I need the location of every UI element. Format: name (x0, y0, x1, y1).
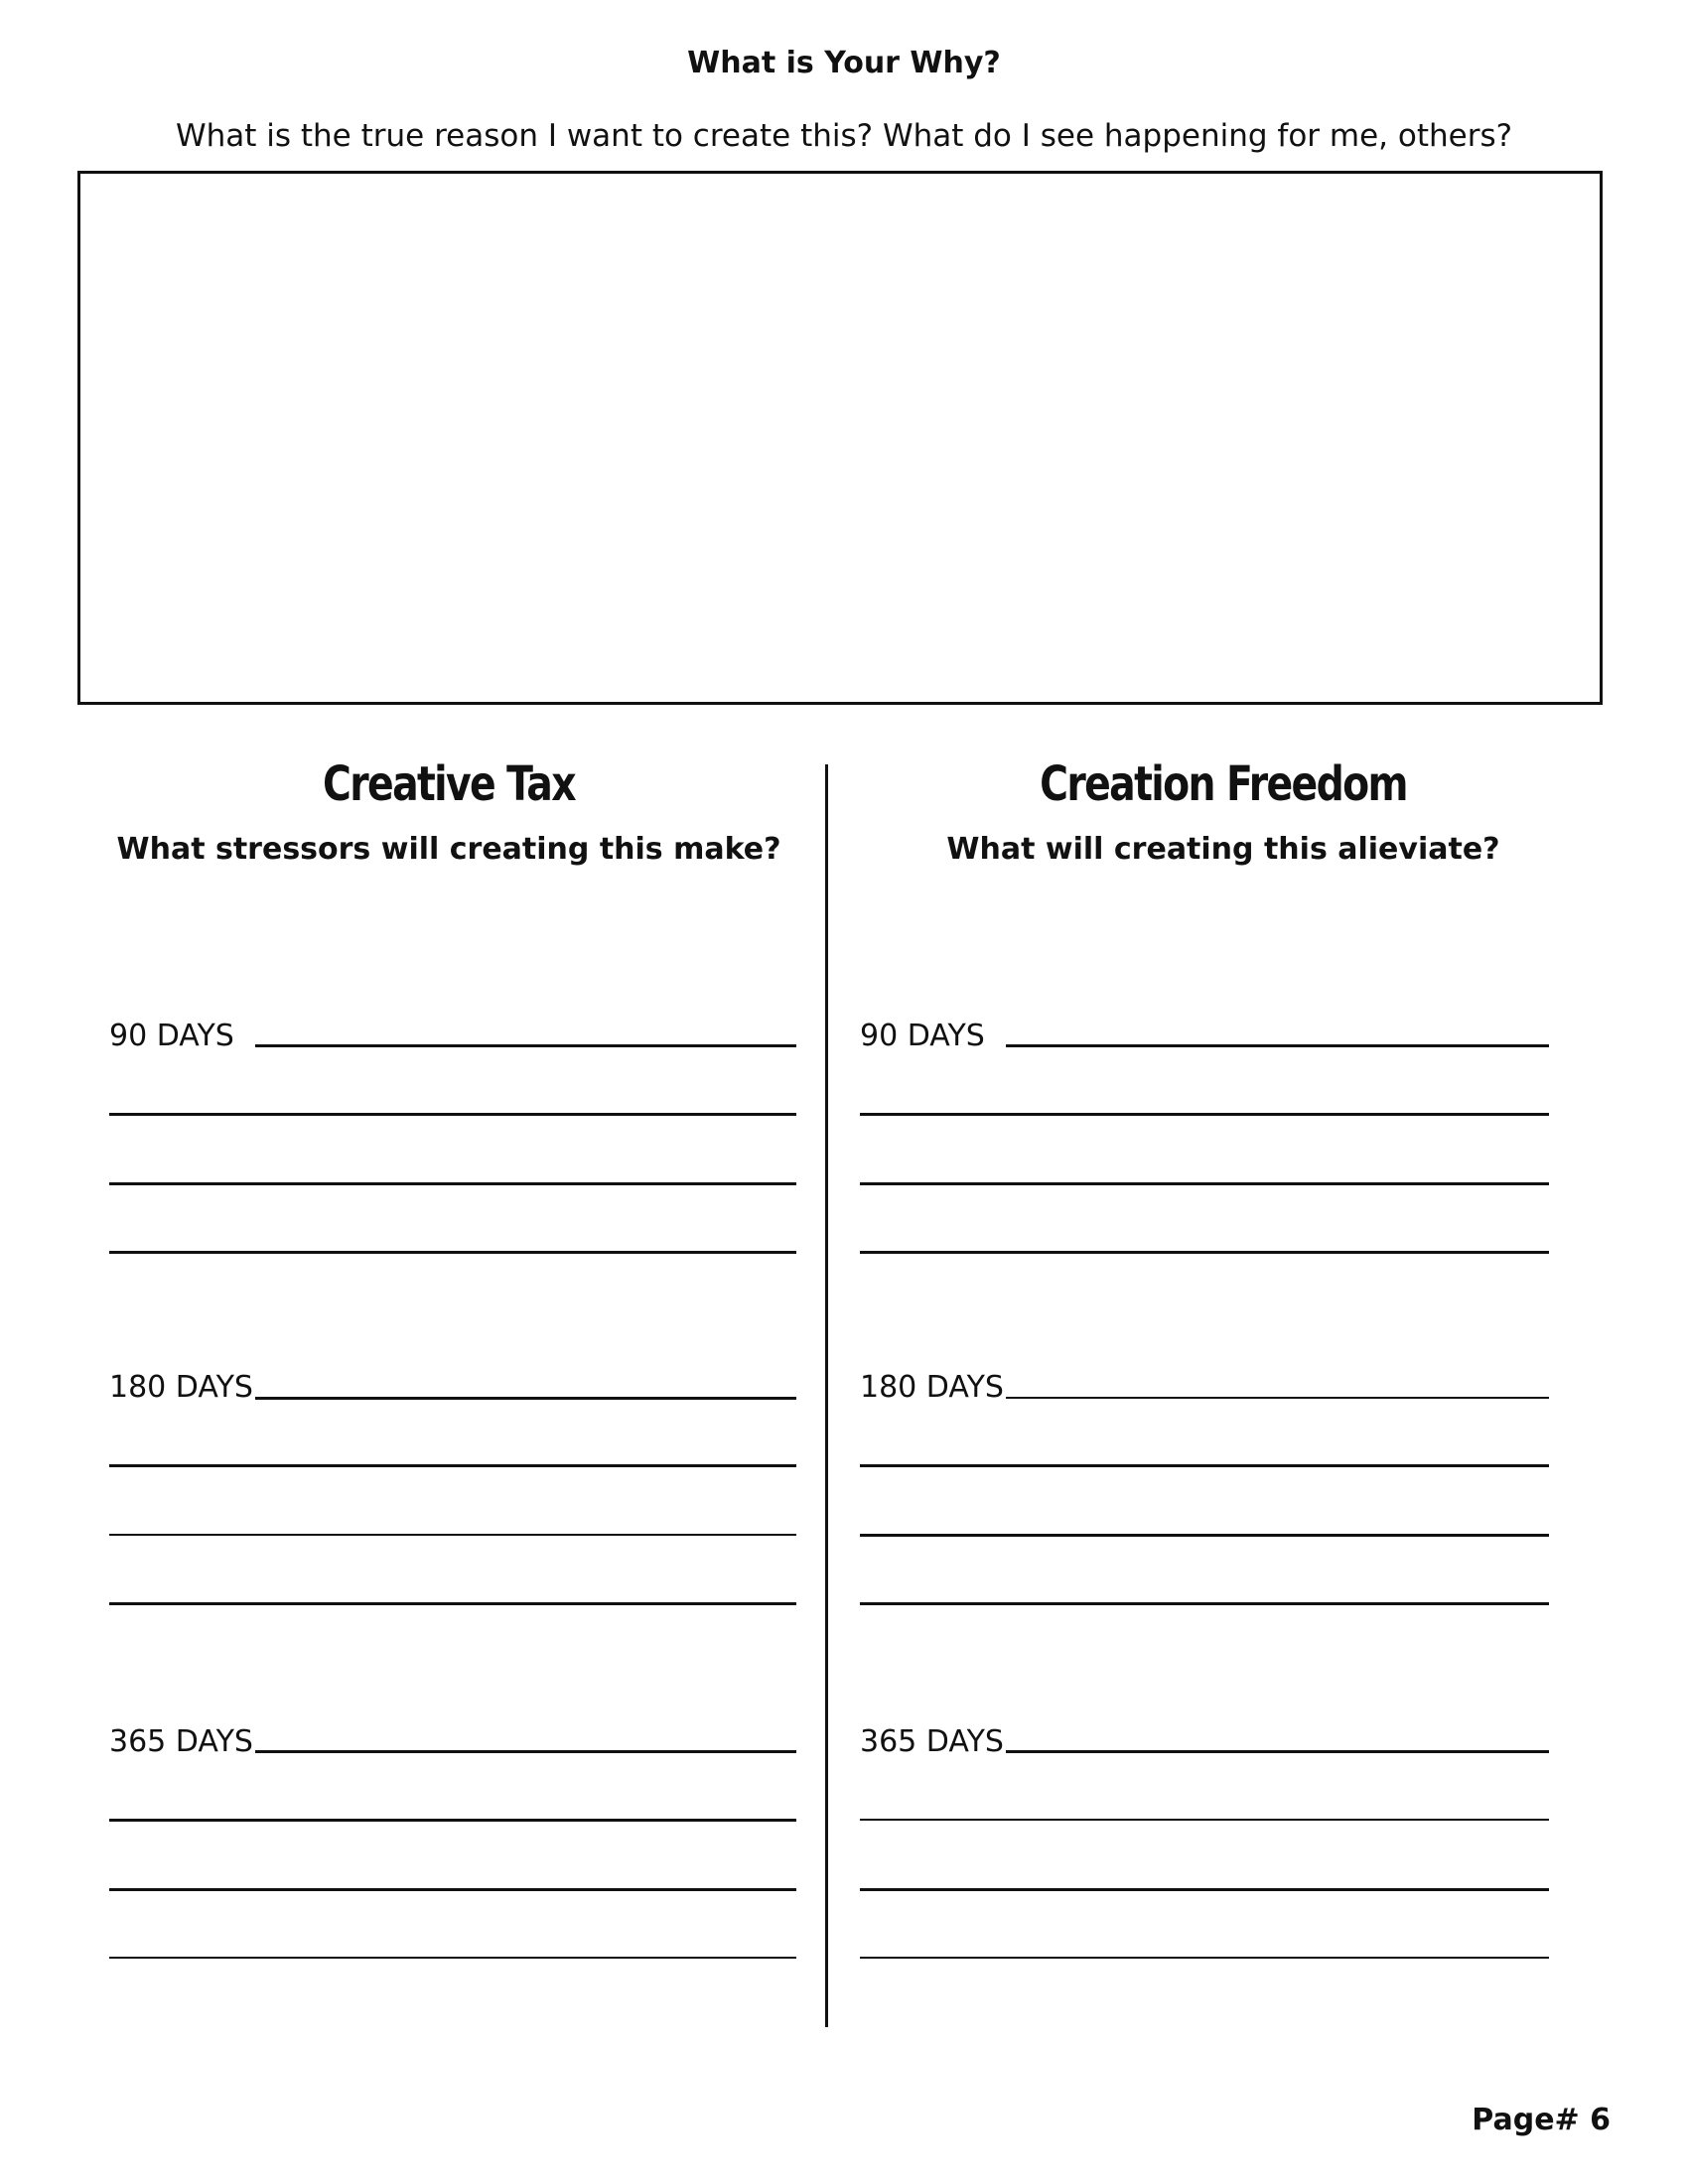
right-180-days-line-2[interactable] (860, 1464, 1549, 1467)
right-90-days-line-1[interactable] (1006, 1044, 1549, 1047)
right-365-days-label: 365 DAYS (860, 1724, 1004, 1759)
creation-freedom-heading: Creation Freedom (1040, 756, 1407, 812)
left-180-days-line-4[interactable] (109, 1602, 796, 1605)
left-90-days-line-4[interactable] (109, 1251, 796, 1254)
left-90-days-line-3[interactable] (109, 1182, 796, 1185)
left-180-days-line-2[interactable] (109, 1464, 796, 1467)
left-180-days-line-1[interactable] (255, 1397, 796, 1400)
page-subtitle: What is the true reason I want to create this? What do I see happening for me, others? (175, 118, 1513, 154)
left-90-days-line-1[interactable] (255, 1044, 796, 1047)
right-180-days-label: 180 DAYS (860, 1370, 1004, 1405)
left-90-days-line-2[interactable] (109, 1113, 796, 1116)
left-365-days-line-1[interactable] (255, 1750, 796, 1753)
column-divider (825, 764, 828, 2027)
page-number: Page# 6 (1472, 2103, 1611, 2137)
left-90-days-label: 90 DAYS (109, 1019, 234, 1053)
creation-freedom-question: What will creating this alieviate? (946, 832, 1500, 867)
right-365-days-line-4[interactable] (860, 1957, 1549, 1959)
creative-tax-question: What stressors will creating this make? (116, 832, 781, 867)
left-365-days-label: 365 DAYS (109, 1724, 253, 1759)
left-365-days-line-2[interactable] (109, 1819, 796, 1822)
right-180-days-line-1[interactable] (1006, 1397, 1549, 1399)
right-90-days-line-4[interactable] (860, 1251, 1549, 1254)
right-90-days-line-2[interactable] (860, 1113, 1549, 1116)
left-180-days-label: 180 DAYS (109, 1370, 253, 1405)
left-180-days-line-3[interactable] (109, 1534, 796, 1536)
right-365-days-line-2[interactable] (860, 1819, 1549, 1821)
right-180-days-line-4[interactable] (860, 1602, 1549, 1605)
left-365-days-line-4[interactable] (109, 1957, 796, 1959)
left-365-days-line-3[interactable] (109, 1888, 796, 1891)
right-90-days-line-3[interactable] (860, 1182, 1549, 1185)
right-180-days-line-3[interactable] (860, 1534, 1549, 1537)
creative-tax-heading: Creative Tax (323, 756, 575, 812)
page-title: What is Your Why? (687, 46, 1001, 80)
right-365-days-line-1[interactable] (1006, 1750, 1549, 1753)
right-365-days-line-3[interactable] (860, 1888, 1549, 1891)
right-90-days-label: 90 DAYS (860, 1019, 985, 1053)
why-answer-box[interactable] (77, 171, 1603, 705)
